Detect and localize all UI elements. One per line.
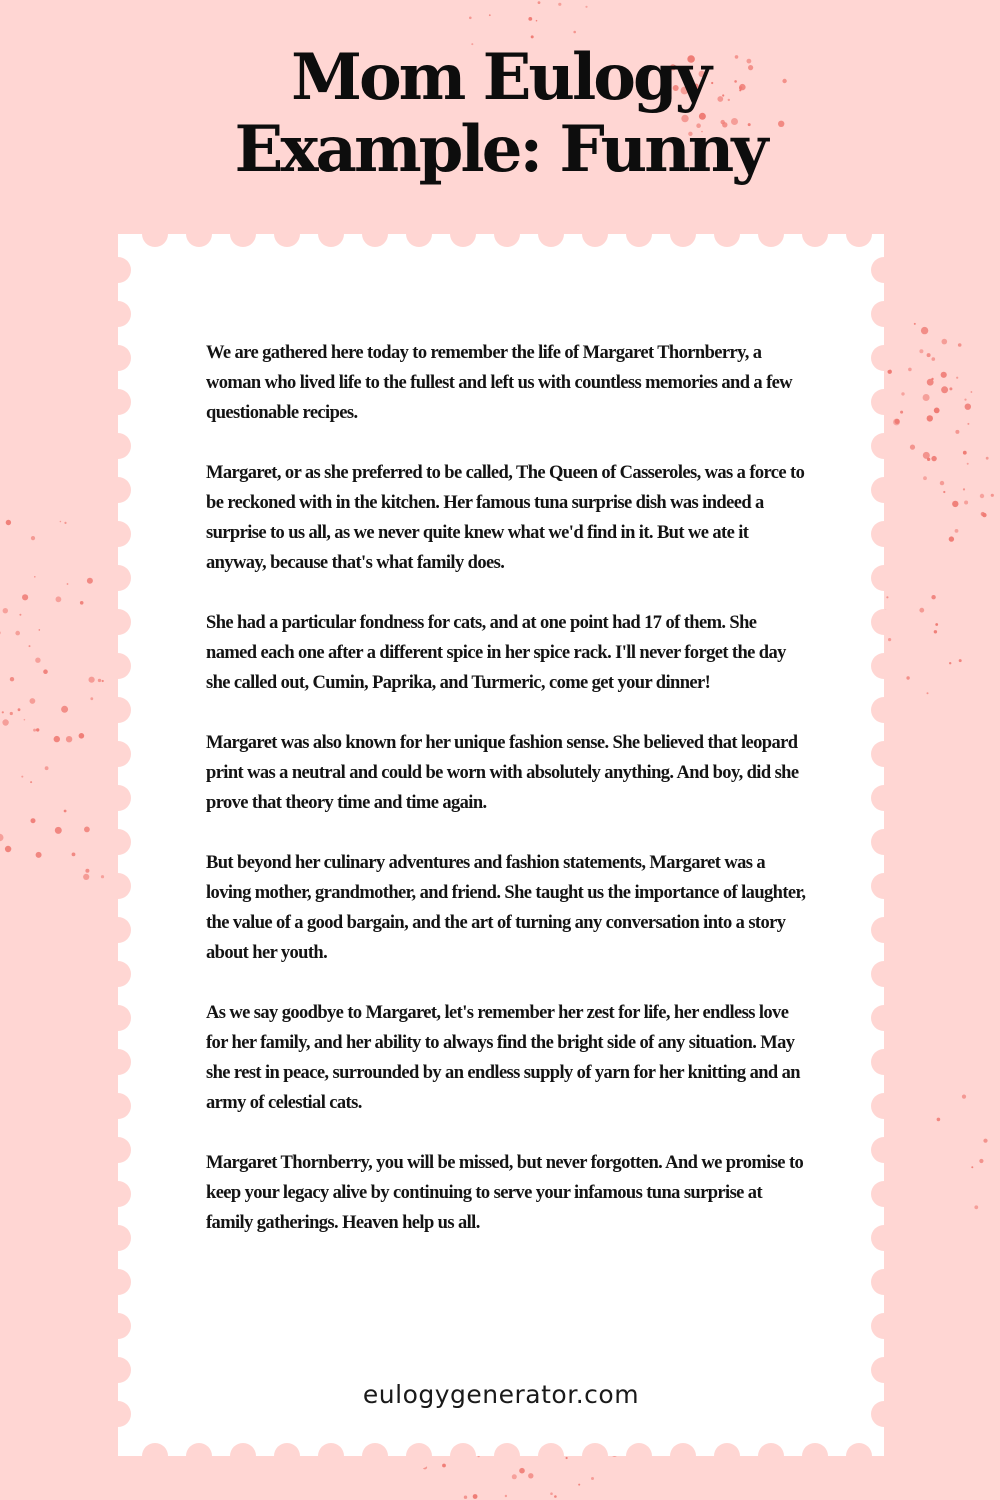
paragraph-7: Margaret Thornberry, you will be missed, but never forgotten. And we promise to keep your legacy alive by continuing to serve your infamous tuna surprise at family gatherings. Heaven help us all. xyxy=(206,1153,804,1233)
paragraph-1: We are gathered here today to remember the life of Margaret Thornberry, a woman who lived life to the fullest and left us with countless memories and a few questionable recipes. xyxy=(206,343,793,423)
paragraph-5: But beyond her culinary adventures and fashion statements, Margaret was a loving mother, grandmother, and friend. She taught us the importance of laughter, the value of a good bargain, and the art of turning any conversation into a story about her youth. xyxy=(206,853,806,963)
website-link[interactable]: eulogygenerator.com xyxy=(362,1380,640,1409)
eulogy-text xyxy=(206,338,806,1268)
title-line-2: Example: Funny xyxy=(234,112,766,187)
paragraph-3: She had a particular fondness for cats, and at one point had 17 of them. She named each one after a different spice in her spice rack. I'll never forget the day she called out, Cumin, Paprika, and Turmeric, come get your dinner! xyxy=(206,613,786,693)
paragraph-4: Margaret was also known for her unique fashion sense. She believed that leopard print was a neutral and could be worn with absolutely anything. And boy, did she prove that theory time and time again. xyxy=(206,733,799,813)
title-line-1: Mom Eulogy xyxy=(291,40,709,115)
paragraph-6: As we say goodbye to Margaret, let's remember her zest for life, her endless love for her family, and her ability to always find the bright side of any situation. May she rest in peace, surrounded by an endless supply of yarn for her knitting and an army of celestial cats. xyxy=(206,1003,800,1113)
paragraph-2: Margaret, or as she preferred to be called, The Queen of Casseroles, was a force to be reckoned with in the kitchen. Her famous tuna surprise dish was indeed a surprise to us all, as we never quite knew what we'd find in it. But we ate it anyway, because that's what family does. xyxy=(206,463,805,573)
page-title xyxy=(0,42,1000,186)
